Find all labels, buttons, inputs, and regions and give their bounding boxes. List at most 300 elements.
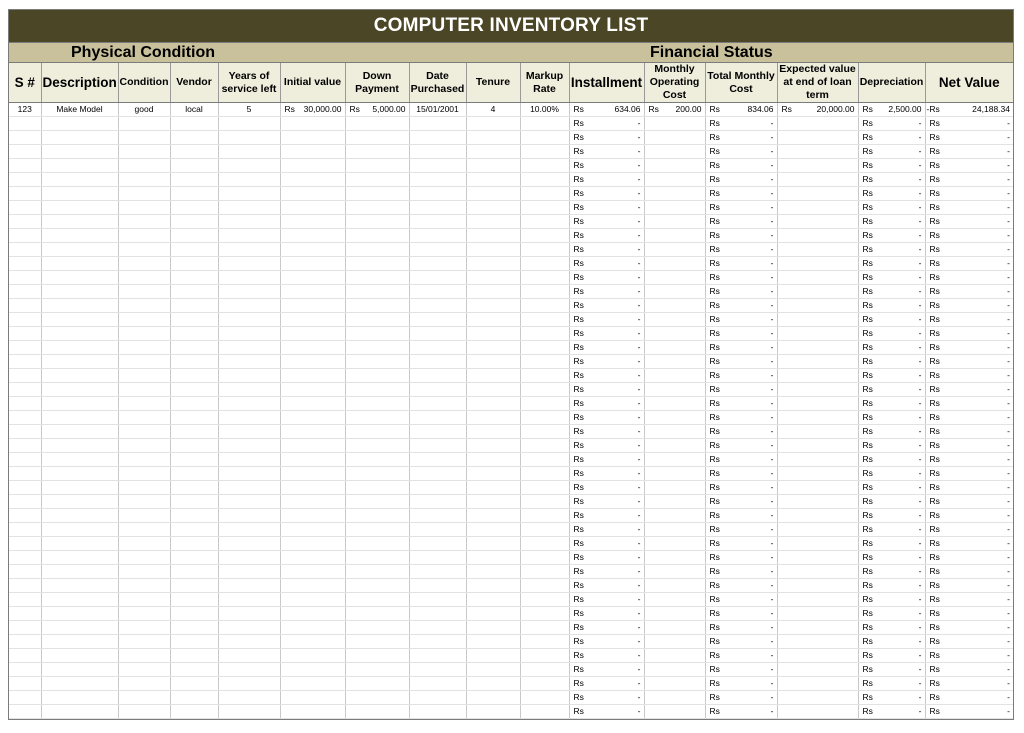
cell-depreciation[interactable] [858, 467, 925, 481]
col-header-net-value[interactable]: Net Value [925, 63, 1013, 103]
cell-initial-value[interactable] [280, 621, 345, 635]
cell-description[interactable] [41, 369, 118, 383]
cell-markup-rate[interactable] [520, 383, 569, 397]
cell-initial-value[interactable] [280, 705, 345, 719]
cell-expected-value[interactable] [777, 201, 858, 215]
cell-installment[interactable] [569, 159, 644, 173]
cell-date-purchased[interactable] [409, 439, 466, 453]
cell-years-left[interactable] [218, 327, 280, 341]
cell-markup-rate[interactable] [520, 649, 569, 663]
cell-down-payment[interactable] [345, 383, 409, 397]
cell-description[interactable] [41, 523, 118, 537]
cell-tenure[interactable] [466, 229, 520, 243]
cell-net-value[interactable] [925, 425, 1013, 439]
cell-description[interactable] [41, 159, 118, 173]
cell-date-purchased[interactable] [409, 271, 466, 285]
cell-condition[interactable] [118, 663, 170, 677]
cell-years-left[interactable] [218, 271, 280, 285]
cell-years-left[interactable] [218, 229, 280, 243]
cell-installment[interactable] [569, 607, 644, 621]
cell-down-payment[interactable] [345, 173, 409, 187]
cell-years-left[interactable] [218, 551, 280, 565]
cell-net-value[interactable] [925, 187, 1013, 201]
cell-tenure[interactable] [466, 173, 520, 187]
cell-years-left[interactable] [218, 635, 280, 649]
cell-down-payment[interactable] [345, 467, 409, 481]
cell-monthly-operating-cost[interactable] [644, 537, 705, 551]
cell-total-monthly-cost[interactable] [705, 593, 777, 607]
cell-initial-value[interactable] [280, 509, 345, 523]
cell-net-value[interactable] [925, 453, 1013, 467]
cell-total-monthly-cost[interactable] [705, 257, 777, 271]
cell-depreciation[interactable] [858, 425, 925, 439]
cell-date-purchased[interactable] [409, 229, 466, 243]
cell-tenure[interactable] [466, 187, 520, 201]
cell-markup-rate[interactable] [520, 313, 569, 327]
cell-installment[interactable] [569, 383, 644, 397]
cell-monthly-operating-cost[interactable] [644, 257, 705, 271]
cell-total-monthly-cost[interactable] [705, 439, 777, 453]
cell-vendor[interactable] [170, 131, 218, 145]
cell-sn[interactable] [9, 341, 41, 355]
cell-tenure[interactable]: 4 [466, 103, 520, 117]
cell-monthly-operating-cost[interactable] [644, 705, 705, 719]
cell-expected-value[interactable] [777, 355, 858, 369]
cell-initial-value[interactable] [280, 131, 345, 145]
cell-description[interactable] [41, 509, 118, 523]
cell-markup-rate[interactable] [520, 299, 569, 313]
cell-depreciation[interactable] [858, 187, 925, 201]
col-header-vendor[interactable]: Vendor [170, 63, 218, 103]
cell-date-purchased[interactable] [409, 201, 466, 215]
cell-down-payment[interactable] [345, 565, 409, 579]
cell-date-purchased[interactable] [409, 467, 466, 481]
cell-years-left[interactable] [218, 257, 280, 271]
cell-date-purchased[interactable] [409, 607, 466, 621]
cell-installment[interactable] [569, 593, 644, 607]
cell-down-payment[interactable] [345, 663, 409, 677]
cell-depreciation[interactable] [858, 327, 925, 341]
cell-years-left[interactable] [218, 173, 280, 187]
cell-net-value[interactable] [925, 173, 1013, 187]
cell-condition[interactable] [118, 257, 170, 271]
cell-description[interactable] [41, 565, 118, 579]
cell-initial-value[interactable] [280, 593, 345, 607]
cell-vendor[interactable] [170, 663, 218, 677]
cell-tenure[interactable] [466, 397, 520, 411]
cell-down-payment[interactable] [345, 215, 409, 229]
cell-down-payment[interactable] [345, 369, 409, 383]
cell-sn[interactable] [9, 145, 41, 159]
cell-down-payment[interactable] [345, 439, 409, 453]
cell-depreciation[interactable] [858, 159, 925, 173]
cell-depreciation[interactable] [858, 145, 925, 159]
cell-net-value[interactable] [925, 117, 1013, 131]
cell-description[interactable] [41, 425, 118, 439]
cell-total-monthly-cost[interactable] [705, 383, 777, 397]
cell-installment[interactable] [569, 551, 644, 565]
cell-vendor[interactable] [170, 201, 218, 215]
cell-initial-value[interactable] [280, 145, 345, 159]
cell-years-left[interactable] [218, 509, 280, 523]
cell-tenure[interactable] [466, 537, 520, 551]
cell-net-value[interactable] [925, 677, 1013, 691]
cell-initial-value[interactable] [280, 579, 345, 593]
cell-depreciation[interactable] [858, 341, 925, 355]
col-header-sn[interactable]: S # [9, 63, 41, 103]
cell-depreciation[interactable] [858, 201, 925, 215]
cell-vendor[interactable] [170, 313, 218, 327]
cell-net-value[interactable] [925, 229, 1013, 243]
cell-date-purchased[interactable] [409, 691, 466, 705]
cell-date-purchased[interactable] [409, 411, 466, 425]
cell-tenure[interactable] [466, 551, 520, 565]
col-header-monthly-operating-cost[interactable]: Monthly Operating Cost [644, 63, 705, 103]
cell-sn[interactable] [9, 495, 41, 509]
cell-total-monthly-cost[interactable] [705, 369, 777, 383]
cell-installment[interactable] [569, 453, 644, 467]
cell-markup-rate[interactable] [520, 215, 569, 229]
cell-down-payment[interactable] [345, 481, 409, 495]
cell-down-payment[interactable] [345, 397, 409, 411]
cell-net-value[interactable] [925, 355, 1013, 369]
cell-down-payment[interactable] [345, 313, 409, 327]
cell-description[interactable] [41, 145, 118, 159]
cell-total-monthly-cost[interactable] [705, 621, 777, 635]
cell-depreciation[interactable] [858, 663, 925, 677]
cell-total-monthly-cost[interactable] [705, 579, 777, 593]
cell-years-left[interactable] [218, 677, 280, 691]
cell-total-monthly-cost[interactable] [705, 313, 777, 327]
cell-markup-rate[interactable] [520, 551, 569, 565]
cell-years-left[interactable] [218, 313, 280, 327]
cell-years-left[interactable] [218, 411, 280, 425]
cell-expected-value[interactable] [777, 467, 858, 481]
cell-condition[interactable] [118, 579, 170, 593]
cell-initial-value[interactable] [280, 425, 345, 439]
cell-tenure[interactable] [466, 299, 520, 313]
cell-monthly-operating-cost[interactable] [644, 663, 705, 677]
cell-sn[interactable] [9, 201, 41, 215]
cell-depreciation[interactable] [858, 355, 925, 369]
cell-markup-rate[interactable] [520, 467, 569, 481]
cell-description[interactable] [41, 635, 118, 649]
cell-down-payment[interactable] [345, 131, 409, 145]
cell-initial-value[interactable] [280, 635, 345, 649]
cell-depreciation[interactable] [858, 257, 925, 271]
cell-down-payment[interactable] [345, 579, 409, 593]
cell-date-purchased[interactable] [409, 649, 466, 663]
cell-expected-value[interactable] [777, 453, 858, 467]
cell-description[interactable] [41, 257, 118, 271]
cell-installment[interactable] [569, 299, 644, 313]
cell-years-left[interactable] [218, 607, 280, 621]
cell-vendor[interactable] [170, 579, 218, 593]
cell-date-purchased[interactable] [409, 243, 466, 257]
cell-monthly-operating-cost[interactable] [644, 649, 705, 663]
cell-tenure[interactable] [466, 257, 520, 271]
cell-initial-value[interactable] [280, 523, 345, 537]
cell-markup-rate[interactable] [520, 495, 569, 509]
cell-years-left[interactable] [218, 467, 280, 481]
cell-description[interactable] [41, 649, 118, 663]
cell-monthly-operating-cost[interactable] [644, 579, 705, 593]
cell-description[interactable] [41, 411, 118, 425]
cell-date-purchased[interactable] [409, 453, 466, 467]
cell-tenure[interactable] [466, 579, 520, 593]
cell-date-purchased[interactable] [409, 215, 466, 229]
cell-initial-value[interactable] [280, 383, 345, 397]
cell-markup-rate[interactable] [520, 453, 569, 467]
cell-description[interactable] [41, 481, 118, 495]
cell-date-purchased[interactable] [409, 705, 466, 719]
cell-vendor[interactable] [170, 285, 218, 299]
cell-depreciation[interactable] [858, 229, 925, 243]
cell-date-purchased[interactable] [409, 131, 466, 145]
cell-years-left[interactable] [218, 397, 280, 411]
cell-years-left[interactable] [218, 285, 280, 299]
cell-sn[interactable] [9, 299, 41, 313]
cell-sn[interactable]: 123 [9, 103, 41, 117]
col-header-tenure[interactable]: Tenure [466, 63, 520, 103]
cell-monthly-operating-cost[interactable] [644, 439, 705, 453]
cell-net-value[interactable] [925, 607, 1013, 621]
cell-vendor[interactable] [170, 355, 218, 369]
cell-condition[interactable] [118, 691, 170, 705]
cell-depreciation[interactable] [858, 215, 925, 229]
cell-down-payment[interactable] [345, 495, 409, 509]
cell-tenure[interactable] [466, 635, 520, 649]
cell-expected-value[interactable] [777, 397, 858, 411]
cell-expected-value[interactable] [777, 341, 858, 355]
cell-installment[interactable] [569, 173, 644, 187]
cell-years-left[interactable] [218, 355, 280, 369]
cell-down-payment[interactable] [345, 705, 409, 719]
cell-vendor[interactable] [170, 159, 218, 173]
cell-markup-rate[interactable]: 10.00% [520, 103, 569, 117]
cell-condition[interactable] [118, 215, 170, 229]
cell-initial-value[interactable] [280, 159, 345, 173]
cell-vendor[interactable] [170, 411, 218, 425]
cell-down-payment[interactable] [345, 145, 409, 159]
cell-date-purchased[interactable] [409, 341, 466, 355]
cell-date-purchased[interactable] [409, 565, 466, 579]
cell-depreciation[interactable] [858, 397, 925, 411]
cell-installment[interactable] [569, 705, 644, 719]
cell-date-purchased[interactable] [409, 327, 466, 341]
cell-down-payment[interactable] [345, 509, 409, 523]
cell-depreciation[interactable] [858, 411, 925, 425]
cell-description[interactable] [41, 537, 118, 551]
cell-net-value[interactable] [925, 551, 1013, 565]
cell-installment[interactable] [569, 131, 644, 145]
cell-sn[interactable] [9, 635, 41, 649]
cell-monthly-operating-cost[interactable] [644, 369, 705, 383]
cell-condition[interactable] [118, 523, 170, 537]
cell-sn[interactable] [9, 453, 41, 467]
cell-date-purchased[interactable] [409, 509, 466, 523]
cell-down-payment[interactable] [345, 327, 409, 341]
cell-tenure[interactable] [466, 425, 520, 439]
cell-net-value[interactable] [925, 663, 1013, 677]
cell-net-value[interactable] [925, 565, 1013, 579]
col-header-total-monthly-cost[interactable]: Total Monthly Cost [705, 63, 777, 103]
cell-expected-value[interactable] [777, 593, 858, 607]
cell-total-monthly-cost[interactable] [705, 649, 777, 663]
cell-vendor[interactable]: local [170, 103, 218, 117]
cell-expected-value[interactable] [777, 523, 858, 537]
cell-years-left[interactable] [218, 243, 280, 257]
cell-total-monthly-cost[interactable] [705, 285, 777, 299]
cell-date-purchased[interactable] [409, 159, 466, 173]
cell-monthly-operating-cost[interactable] [644, 243, 705, 257]
cell-total-monthly-cost[interactable] [705, 481, 777, 495]
cell-total-monthly-cost[interactable] [705, 467, 777, 481]
cell-monthly-operating-cost[interactable] [644, 285, 705, 299]
cell-total-monthly-cost[interactable] [705, 523, 777, 537]
cell-tenure[interactable] [466, 131, 520, 145]
cell-years-left[interactable] [218, 425, 280, 439]
cell-tenure[interactable] [466, 677, 520, 691]
cell-installment[interactable] [569, 677, 644, 691]
cell-net-value[interactable] [925, 271, 1013, 285]
cell-tenure[interactable] [466, 663, 520, 677]
cell-tenure[interactable] [466, 215, 520, 229]
cell-date-purchased[interactable] [409, 369, 466, 383]
cell-total-monthly-cost[interactable] [705, 509, 777, 523]
cell-monthly-operating-cost[interactable] [644, 425, 705, 439]
cell-depreciation[interactable] [858, 271, 925, 285]
cell-condition[interactable] [118, 607, 170, 621]
cell-description[interactable] [41, 173, 118, 187]
cell-down-payment[interactable] [345, 635, 409, 649]
cell-initial-value[interactable] [280, 117, 345, 131]
cell-net-value[interactable] [925, 383, 1013, 397]
cell-condition[interactable] [118, 285, 170, 299]
cell-total-monthly-cost[interactable] [705, 299, 777, 313]
cell-initial-value[interactable] [280, 397, 345, 411]
cell-installment[interactable] [569, 691, 644, 705]
cell-markup-rate[interactable] [520, 397, 569, 411]
cell-expected-value[interactable] [777, 635, 858, 649]
cell-years-left[interactable] [218, 663, 280, 677]
cell-condition[interactable] [118, 313, 170, 327]
cell-total-monthly-cost[interactable] [705, 271, 777, 285]
cell-total-monthly-cost[interactable] [705, 145, 777, 159]
cell-monthly-operating-cost[interactable] [644, 229, 705, 243]
cell-description[interactable]: Make Model [41, 103, 118, 117]
cell-tenure[interactable] [466, 201, 520, 215]
cell-expected-value[interactable] [777, 229, 858, 243]
cell-initial-value[interactable] [280, 481, 345, 495]
cell-date-purchased[interactable] [409, 495, 466, 509]
cell-date-purchased[interactable] [409, 523, 466, 537]
cell-initial-value[interactable] [280, 327, 345, 341]
cell-markup-rate[interactable] [520, 257, 569, 271]
cell-sn[interactable] [9, 187, 41, 201]
cell-total-monthly-cost[interactable] [705, 411, 777, 425]
cell-sn[interactable] [9, 355, 41, 369]
cell-sn[interactable] [9, 551, 41, 565]
cell-years-left[interactable] [218, 495, 280, 509]
cell-markup-rate[interactable] [520, 509, 569, 523]
cell-sn[interactable] [9, 593, 41, 607]
cell-vendor[interactable] [170, 229, 218, 243]
cell-installment[interactable] [569, 495, 644, 509]
cell-condition[interactable] [118, 635, 170, 649]
cell-monthly-operating-cost[interactable] [644, 173, 705, 187]
cell-vendor[interactable] [170, 299, 218, 313]
cell-down-payment[interactable] [345, 691, 409, 705]
cell-total-monthly-cost[interactable] [705, 565, 777, 579]
cell-monthly-operating-cost[interactable] [644, 397, 705, 411]
cell-condition[interactable] [118, 299, 170, 313]
cell-installment[interactable] [569, 369, 644, 383]
cell-sn[interactable] [9, 481, 41, 495]
cell-monthly-operating-cost[interactable] [644, 131, 705, 145]
cell-sn[interactable] [9, 243, 41, 257]
cell-description[interactable] [41, 327, 118, 341]
cell-expected-value[interactable] [777, 425, 858, 439]
cell-initial-value[interactable] [280, 607, 345, 621]
cell-description[interactable] [41, 117, 118, 131]
cell-depreciation[interactable] [858, 383, 925, 397]
cell-markup-rate[interactable] [520, 243, 569, 257]
cell-sn[interactable] [9, 439, 41, 453]
cell-tenure[interactable] [466, 705, 520, 719]
cell-vendor[interactable] [170, 327, 218, 341]
cell-monthly-operating-cost[interactable] [644, 215, 705, 229]
cell-monthly-operating-cost[interactable] [644, 621, 705, 635]
cell-sn[interactable] [9, 677, 41, 691]
cell-installment[interactable] [569, 439, 644, 453]
cell-tenure[interactable] [466, 145, 520, 159]
cell-condition[interactable] [118, 551, 170, 565]
cell-years-left[interactable] [218, 691, 280, 705]
cell-total-monthly-cost[interactable] [705, 537, 777, 551]
cell-depreciation[interactable] [858, 523, 925, 537]
cell-installment[interactable] [569, 243, 644, 257]
cell-total-monthly-cost[interactable] [705, 453, 777, 467]
cell-markup-rate[interactable] [520, 117, 569, 131]
cell-expected-value[interactable] [777, 663, 858, 677]
cell-condition[interactable] [118, 467, 170, 481]
cell-condition[interactable] [118, 243, 170, 257]
cell-description[interactable] [41, 229, 118, 243]
col-header-years-left[interactable]: Years of service left [218, 63, 280, 103]
cell-total-monthly-cost[interactable] [705, 243, 777, 257]
cell-down-payment[interactable] [345, 411, 409, 425]
cell-vendor[interactable] [170, 481, 218, 495]
cell-total-monthly-cost[interactable] [705, 327, 777, 341]
cell-down-payment[interactable] [345, 299, 409, 313]
cell-expected-value[interactable] [777, 649, 858, 663]
cell-monthly-operating-cost[interactable] [644, 453, 705, 467]
cell-vendor[interactable] [170, 523, 218, 537]
cell-expected-value[interactable] [777, 509, 858, 523]
cell-condition[interactable] [118, 453, 170, 467]
cell-monthly-operating-cost[interactable] [644, 551, 705, 565]
cell-description[interactable] [41, 691, 118, 705]
cell-expected-value[interactable] [777, 159, 858, 173]
cell-depreciation[interactable] [858, 649, 925, 663]
cell-net-value[interactable] [925, 257, 1013, 271]
cell-initial-value[interactable] [280, 299, 345, 313]
cell-net-value[interactable] [925, 341, 1013, 355]
cell-down-payment[interactable] [345, 159, 409, 173]
cell-depreciation[interactable] [858, 481, 925, 495]
cell-date-purchased[interactable] [409, 173, 466, 187]
